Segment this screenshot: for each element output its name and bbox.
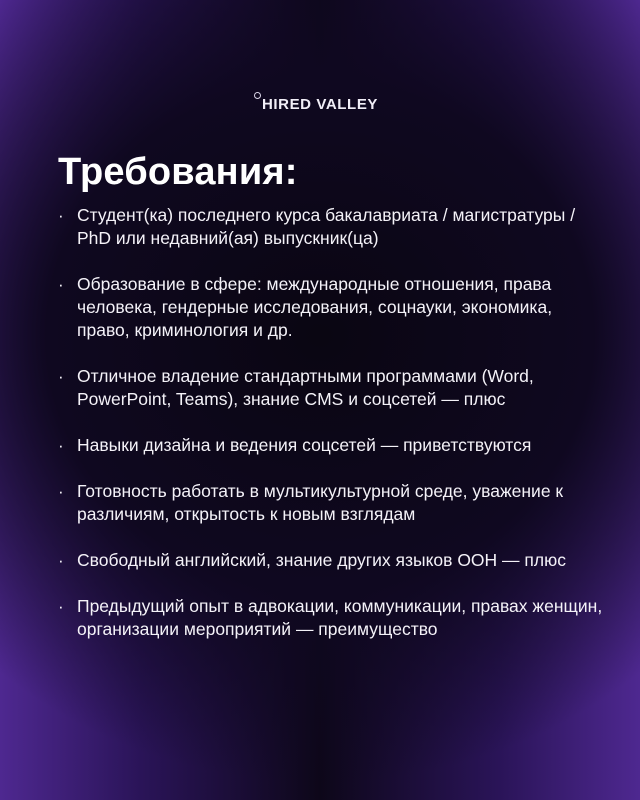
requirement-text: Навыки дизайна и ведения соцсетей — приветствуются [77, 435, 532, 455]
requirement-text: Отличное владение стандартными программами (Word, PowerPoint, Teams), знание CMS и соцсетей — плюс [77, 366, 534, 409]
requirements-list [58, 204, 603, 664]
bullet-icon: · [58, 551, 64, 570]
list-item [58, 273, 603, 342]
list-item [58, 434, 603, 457]
logo-mark-icon [254, 92, 261, 99]
brand-logo [0, 96, 640, 114]
requirement-text: Свободный английский, знание других языков ООН — плюс [77, 550, 566, 570]
bullet-icon: · [58, 206, 64, 225]
bullet-icon: · [58, 367, 64, 386]
bullet-icon: · [58, 482, 64, 501]
list-item [58, 365, 603, 411]
requirement-text: Образование в сфере: международные отношения, права человека, гендерные исследования, соцнауки, экономика, право, криминология и др. [77, 274, 553, 340]
page-title: Требования: [58, 151, 298, 193]
requirement-text: Предыдущий опыт в адвокации, коммуникации, правах женщин, организации мероприятий — преимущество [77, 596, 603, 639]
brand-name: HIRED VALLEY [261, 96, 379, 113]
list-item [58, 549, 603, 572]
list-item [58, 595, 603, 641]
bullet-icon: · [58, 597, 64, 616]
requirement-text: Студент(ка) последнего курса бакалавриата / магистратуры / PhD или недавний(ая) выпускник(ца) [77, 205, 576, 248]
bullet-icon: · [58, 275, 64, 294]
bullet-icon: · [58, 436, 64, 455]
list-item [58, 204, 603, 250]
requirement-text: Готовность работать в мультикультурной среде, уважение к различиям, открытость к новым взглядам [77, 481, 564, 524]
list-item [58, 480, 603, 526]
